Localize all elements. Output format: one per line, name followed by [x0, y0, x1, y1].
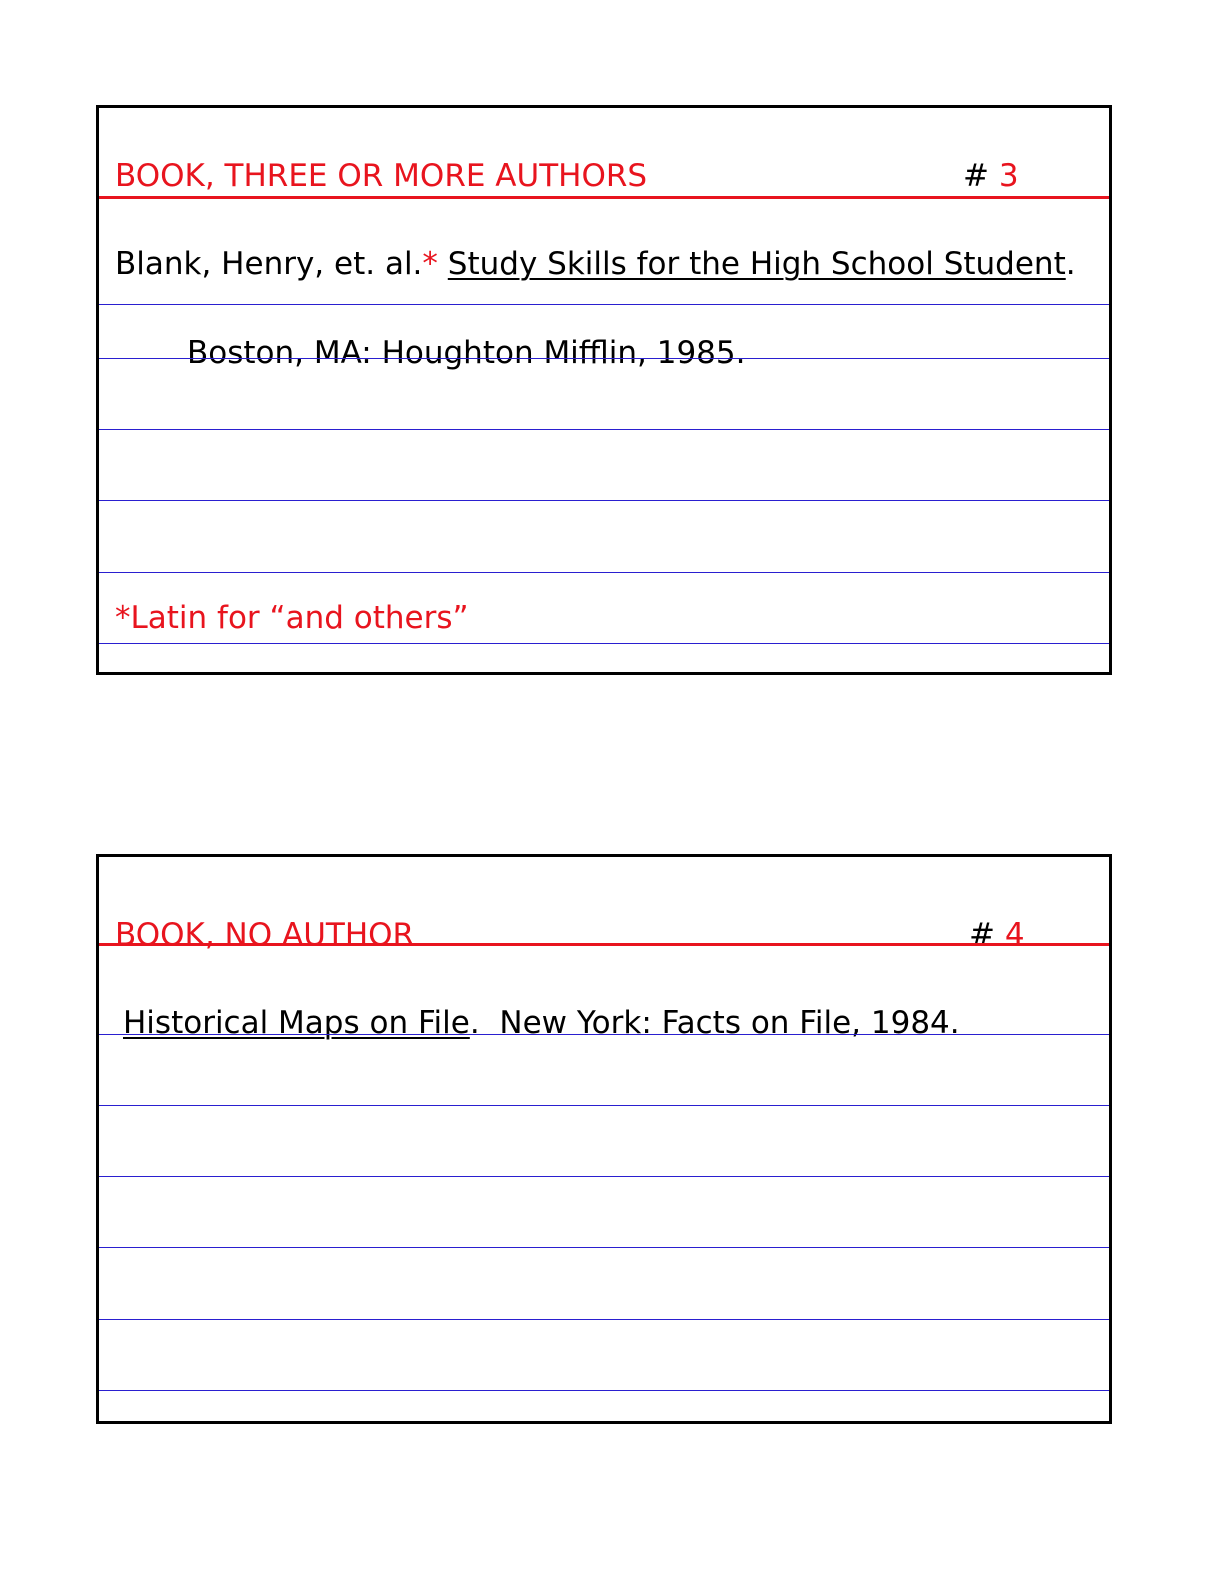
- footnote: *Latin for “and others”: [115, 600, 469, 636]
- ruled-line: [99, 572, 1109, 573]
- card-number: [963, 158, 1019, 194]
- citation-line-1: [115, 246, 1076, 282]
- ruled-line: [99, 1176, 1109, 1177]
- citation-period: .: [469, 1005, 480, 1041]
- ruled-line: [99, 429, 1109, 430]
- ruled-line: [99, 1390, 1109, 1391]
- number-value: 3: [998, 158, 1019, 194]
- heading-rule: [99, 196, 1109, 199]
- number-sign: #: [969, 917, 995, 953]
- card-number: [969, 917, 1025, 953]
- card-heading: BOOK, THREE OR MORE AUTHORS: [115, 158, 648, 194]
- citation-publisher: New York: Facts on File, 1984.: [479, 1005, 960, 1041]
- citation-card-4: [96, 854, 1112, 1424]
- citation-title: Historical Maps on File: [123, 1005, 470, 1041]
- number-sign: #: [963, 158, 989, 194]
- citation-title: Study Skills for the High School Student: [447, 246, 1066, 282]
- ruled-line: [99, 1319, 1109, 1320]
- citation-line-1: [123, 1005, 960, 1041]
- heading-rule: [99, 943, 1109, 946]
- ruled-line: [99, 1247, 1109, 1248]
- ruled-line: [99, 358, 1109, 359]
- citation-period: .: [1065, 246, 1076, 282]
- ruled-line: [99, 1105, 1109, 1106]
- ruled-line: [99, 304, 1109, 305]
- citation-asterisk: *: [422, 246, 438, 282]
- citation-author: Blank, Henry, et. al.: [115, 246, 423, 282]
- citation-line-2: Boston, MA: Houghton Mifflin, 1985.: [187, 335, 746, 371]
- ruled-line: [99, 643, 1109, 644]
- number-value: 4: [1004, 917, 1025, 953]
- ruled-line: [99, 500, 1109, 501]
- ruled-line: [99, 1034, 1109, 1035]
- citation-card-3: [96, 105, 1112, 675]
- card-heading: BOOK, NO AUTHOR: [115, 917, 415, 953]
